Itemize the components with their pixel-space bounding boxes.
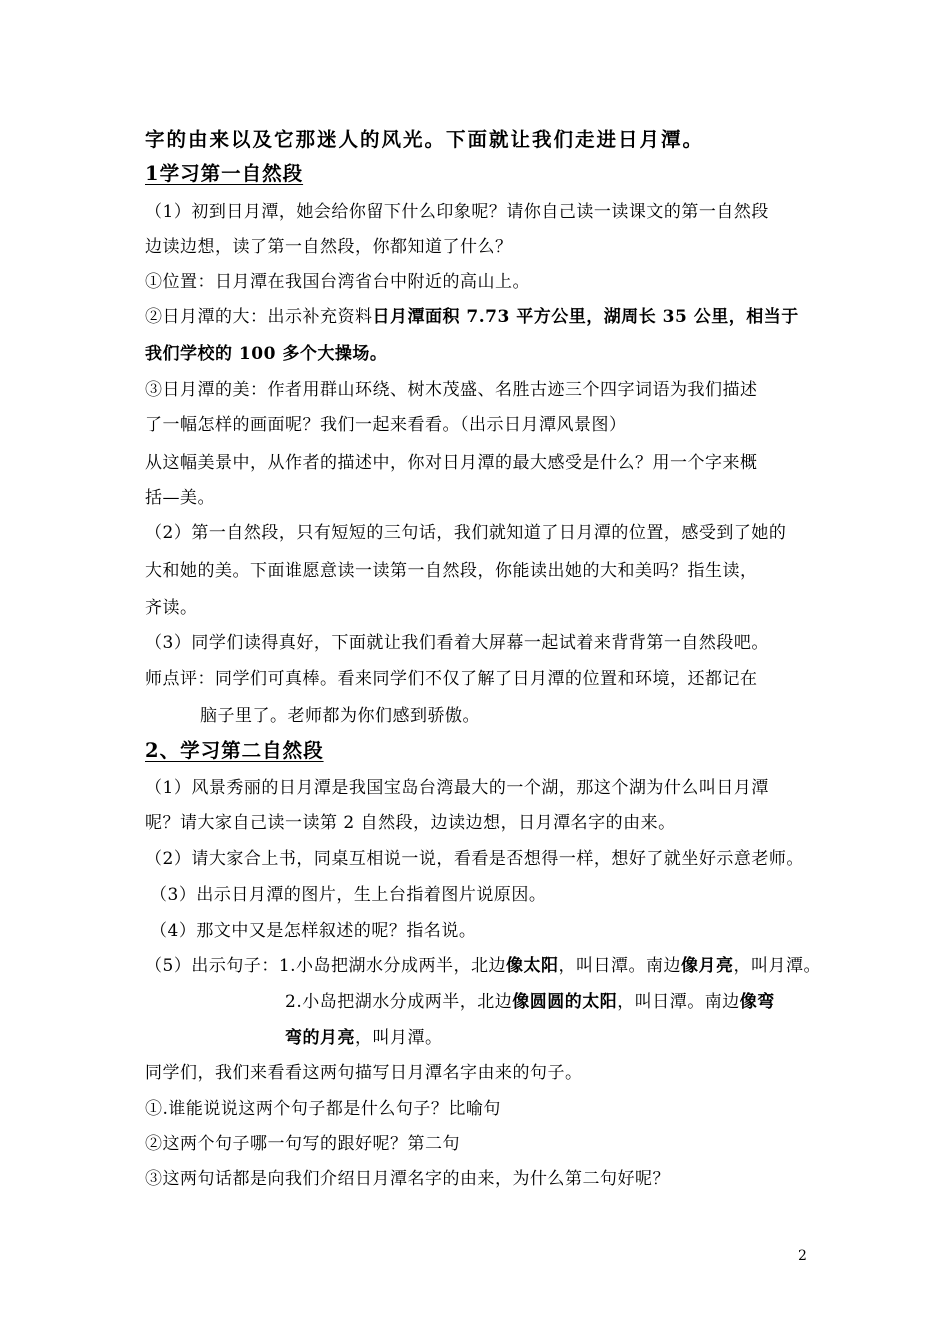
supplement-text: 日月潭面积 7.73 平方公里，湖周长 35 公里，相当于	[372, 307, 799, 327]
list-item-location: ①位置：日月潭在我国台湾省台中附近的高山上。	[145, 272, 530, 292]
simile-text: 像太阳	[506, 956, 559, 976]
paragraph-line: （2）第一自然段，只有短短的三句话，我们就知道了日月潭的位置，感受到了她的	[145, 523, 787, 543]
paragraph-line: 大和她的美。下面谁愿意读一读第一自然段，你能读出她的大和美吗？指生读，	[145, 561, 758, 581]
section1-heading: 1学习第一自然段	[145, 162, 304, 185]
item-label: ②日月潭的大：出示补充资料	[145, 307, 373, 327]
teacher-comment: 脑子里了。老师都为你们感到骄傲。	[200, 706, 480, 726]
paragraph-line: （3）出示日月潭的图片，生上台指着图片说原因。	[150, 885, 547, 905]
sentence-text: ，叫月潭。	[355, 1028, 443, 1048]
question-item: ①.谁能说说这两个句子都是什么句子？比喻句	[145, 1099, 501, 1119]
simile-text: 像月亮	[681, 956, 734, 976]
supplement-text: 我们学校的 100 多个大操场。	[145, 344, 388, 364]
sentence-text: ，叫月潭。	[733, 956, 822, 976]
list-item-beauty: ③日月潭的美：作者用群山环绕、树木茂盛、名胜古迹三个四字词语为我们描述	[145, 380, 758, 400]
lead-text: 字的由来以及它那迷人的风光。下面就让我们走进日月潭。	[145, 128, 705, 151]
paragraph-line: （1）初到日月潭，她会给你留下什么印象呢？请你自己读一读课文的第一自然段	[145, 202, 769, 222]
paragraph-line: 从这幅美景中，从作者的描述中，你对日月潭的最大感受是什么？用一个字来概	[145, 453, 758, 473]
paragraph-line: 括—美。	[145, 488, 215, 508]
paragraph-line: （2）请大家合上书，同桌互相说一说，看看是否想得一样，想好了就坐好示意老师。	[145, 849, 804, 869]
simile-text: 弯的月亮	[285, 1028, 355, 1048]
paragraph-line: （4）那文中又是怎样叙述的呢？指名说。	[150, 921, 477, 941]
page-number: 2	[798, 1248, 807, 1264]
paragraph-line: （3）同学们读得真好，下面就让我们看着大屏幕一起试着来背背第一自然段吧。	[145, 633, 769, 653]
paragraph-line: （1）风景秀丽的日月潭是我国宝岛台湾最大的一个湖，那这个湖为什么叫日月潭	[145, 778, 769, 798]
sentence-text: 2.小岛把湖水分成两半，北边	[285, 992, 513, 1012]
simile-text: 像圆圆的太阳	[512, 992, 618, 1012]
question-item: ③这两句话都是向我们介绍日月潭名字的由来，为什么第二句好呢？	[145, 1169, 670, 1189]
paragraph-line: 了一幅怎样的画面呢？我们一起来看看。（出示日月潭风景图）	[145, 415, 627, 435]
section2-heading: 2、学习第二自然段	[145, 739, 324, 762]
sentence-text: ，叫日潭。南边	[558, 956, 682, 976]
simile-text: 像弯	[739, 992, 775, 1012]
sentence-text: （5）出示句子：1.小岛把湖水分成两半，北边	[145, 956, 507, 976]
paragraph-line: 齐读。	[145, 598, 198, 618]
sentence-text: ，叫日潭。南边	[617, 992, 740, 1012]
paragraph-line: 呢？请大家自己读一读第 2 自然段，边读边想，日月潭名字的由来。	[145, 813, 676, 833]
example-sentence-1	[145, 954, 821, 978]
paragraph-line: 同学们，我们来看看这两句描写日月潭名字由来的句子。	[145, 1063, 583, 1083]
paragraph-line: 边读边想，读了第一自然段，你都知道了什么？	[145, 237, 513, 257]
example-sentence-2	[285, 1026, 443, 1050]
question-item: ②这两个句子哪一句写的跟好呢？第二句	[145, 1134, 460, 1154]
teacher-comment: 师点评：同学们可真棒。看来同学们不仅了解了日月潭的位置和环境，还都记在	[145, 669, 758, 689]
example-sentence-2	[285, 990, 775, 1014]
list-item-size	[145, 305, 799, 329]
